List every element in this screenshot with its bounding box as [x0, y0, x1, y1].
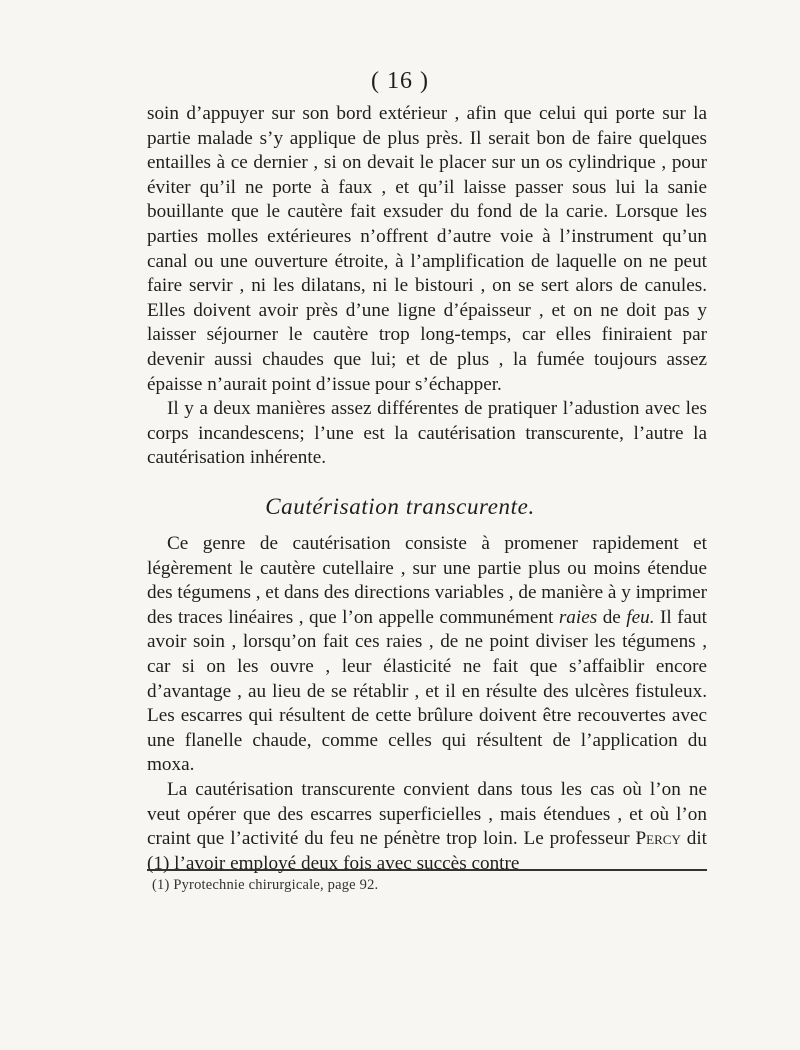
paragraph-3-text-a: Ce genre de cautérisation consiste à promener rapidement et légèrement le cautère cutellaire , sur une partie plus ou moins étendue des tégumens , et dans des directions variables , de manière à y imprimer des traces linéaires , que l’on appelle communément	[147, 533, 707, 628]
body-text-top	[147, 102, 707, 471]
author-name-percy: Percy	[635, 828, 681, 850]
paragraph-4	[147, 778, 707, 876]
page-number: ( 16 )	[371, 68, 429, 94]
section-heading: Cautérisation transcurente.	[265, 494, 535, 519]
paragraph-4-text-b: dit (1) l’avoir employé deux fois avec succès contre	[147, 828, 708, 874]
paragraph-3-text-b: de	[602, 606, 621, 628]
paragraph-1: soin d’appuyer sur son bord extérieur , afin que celui qui porte sur la partie malade s’y applique de plus près. Il serait bon de faire quelques entailles à ce dernier , si on devait le placer sur un os cylindrique , pour éviter qu’il ne porte à faux , et qu’il laisse passer sous lui la sanie bouillante que le cautère fait exsuder du fond de la carie. Lorsque les parties molles extérieures n’offrent d’autre voie à l’instrument qu’un canal ou une ouverture étroite, à l’amplification de laquelle on ne peut faire servir , ni les dilatans, ni le bistouri , on se sert alors de canules. Elles doivent avoir près d’une ligne d’épaisseur , et on ne doit pas y laisser séjourner le cautère trop long-temps, car elles finiraient par devenir aussi chaudes que lui; et de plus , la fumée toujours assez épaisse n’aurait point d’issue pour s’échapper.	[147, 103, 707, 395]
paragraph-4-text-a: La cautérisation transcurente convient dans tous les cas où l’on ne veut opérer que des escarres superficielles , mais étendues , et où l’on craint que l’activité du feu ne pénètre trop loin. Le professeur	[147, 778, 707, 850]
paragraph-3	[147, 532, 707, 778]
footnote: (1) Pyrotechnie chirurgicale, page 92.	[152, 877, 379, 893]
paragraph-3-text-c: Il faut avoir soin , lorsqu’on fait ces raies , de ne point diviser les tégumens , car si on les ouvre , leur élasticité ne fait que s’affaiblir encore d’avantage , au lieu de se rétablir , et il en résulte des ulcères fistuleux. Les escarres qui résultent de cette brûlure doivent être recouvertes avec une flanelle chaude, comme celles qui résultent de l’application du moxa.	[147, 606, 708, 776]
italic-term-feu: feu.	[626, 606, 655, 628]
body-text-bottom	[147, 532, 707, 876]
footnote-divider	[147, 869, 707, 871]
paragraph-2: Il y a deux manières assez différentes de pratiquer l’adustion avec les corps incandescens; l’une est la cautérisation transcurente, l’autre la cautérisation inhérente.	[147, 398, 707, 469]
italic-term-raies: raies	[558, 606, 598, 628]
